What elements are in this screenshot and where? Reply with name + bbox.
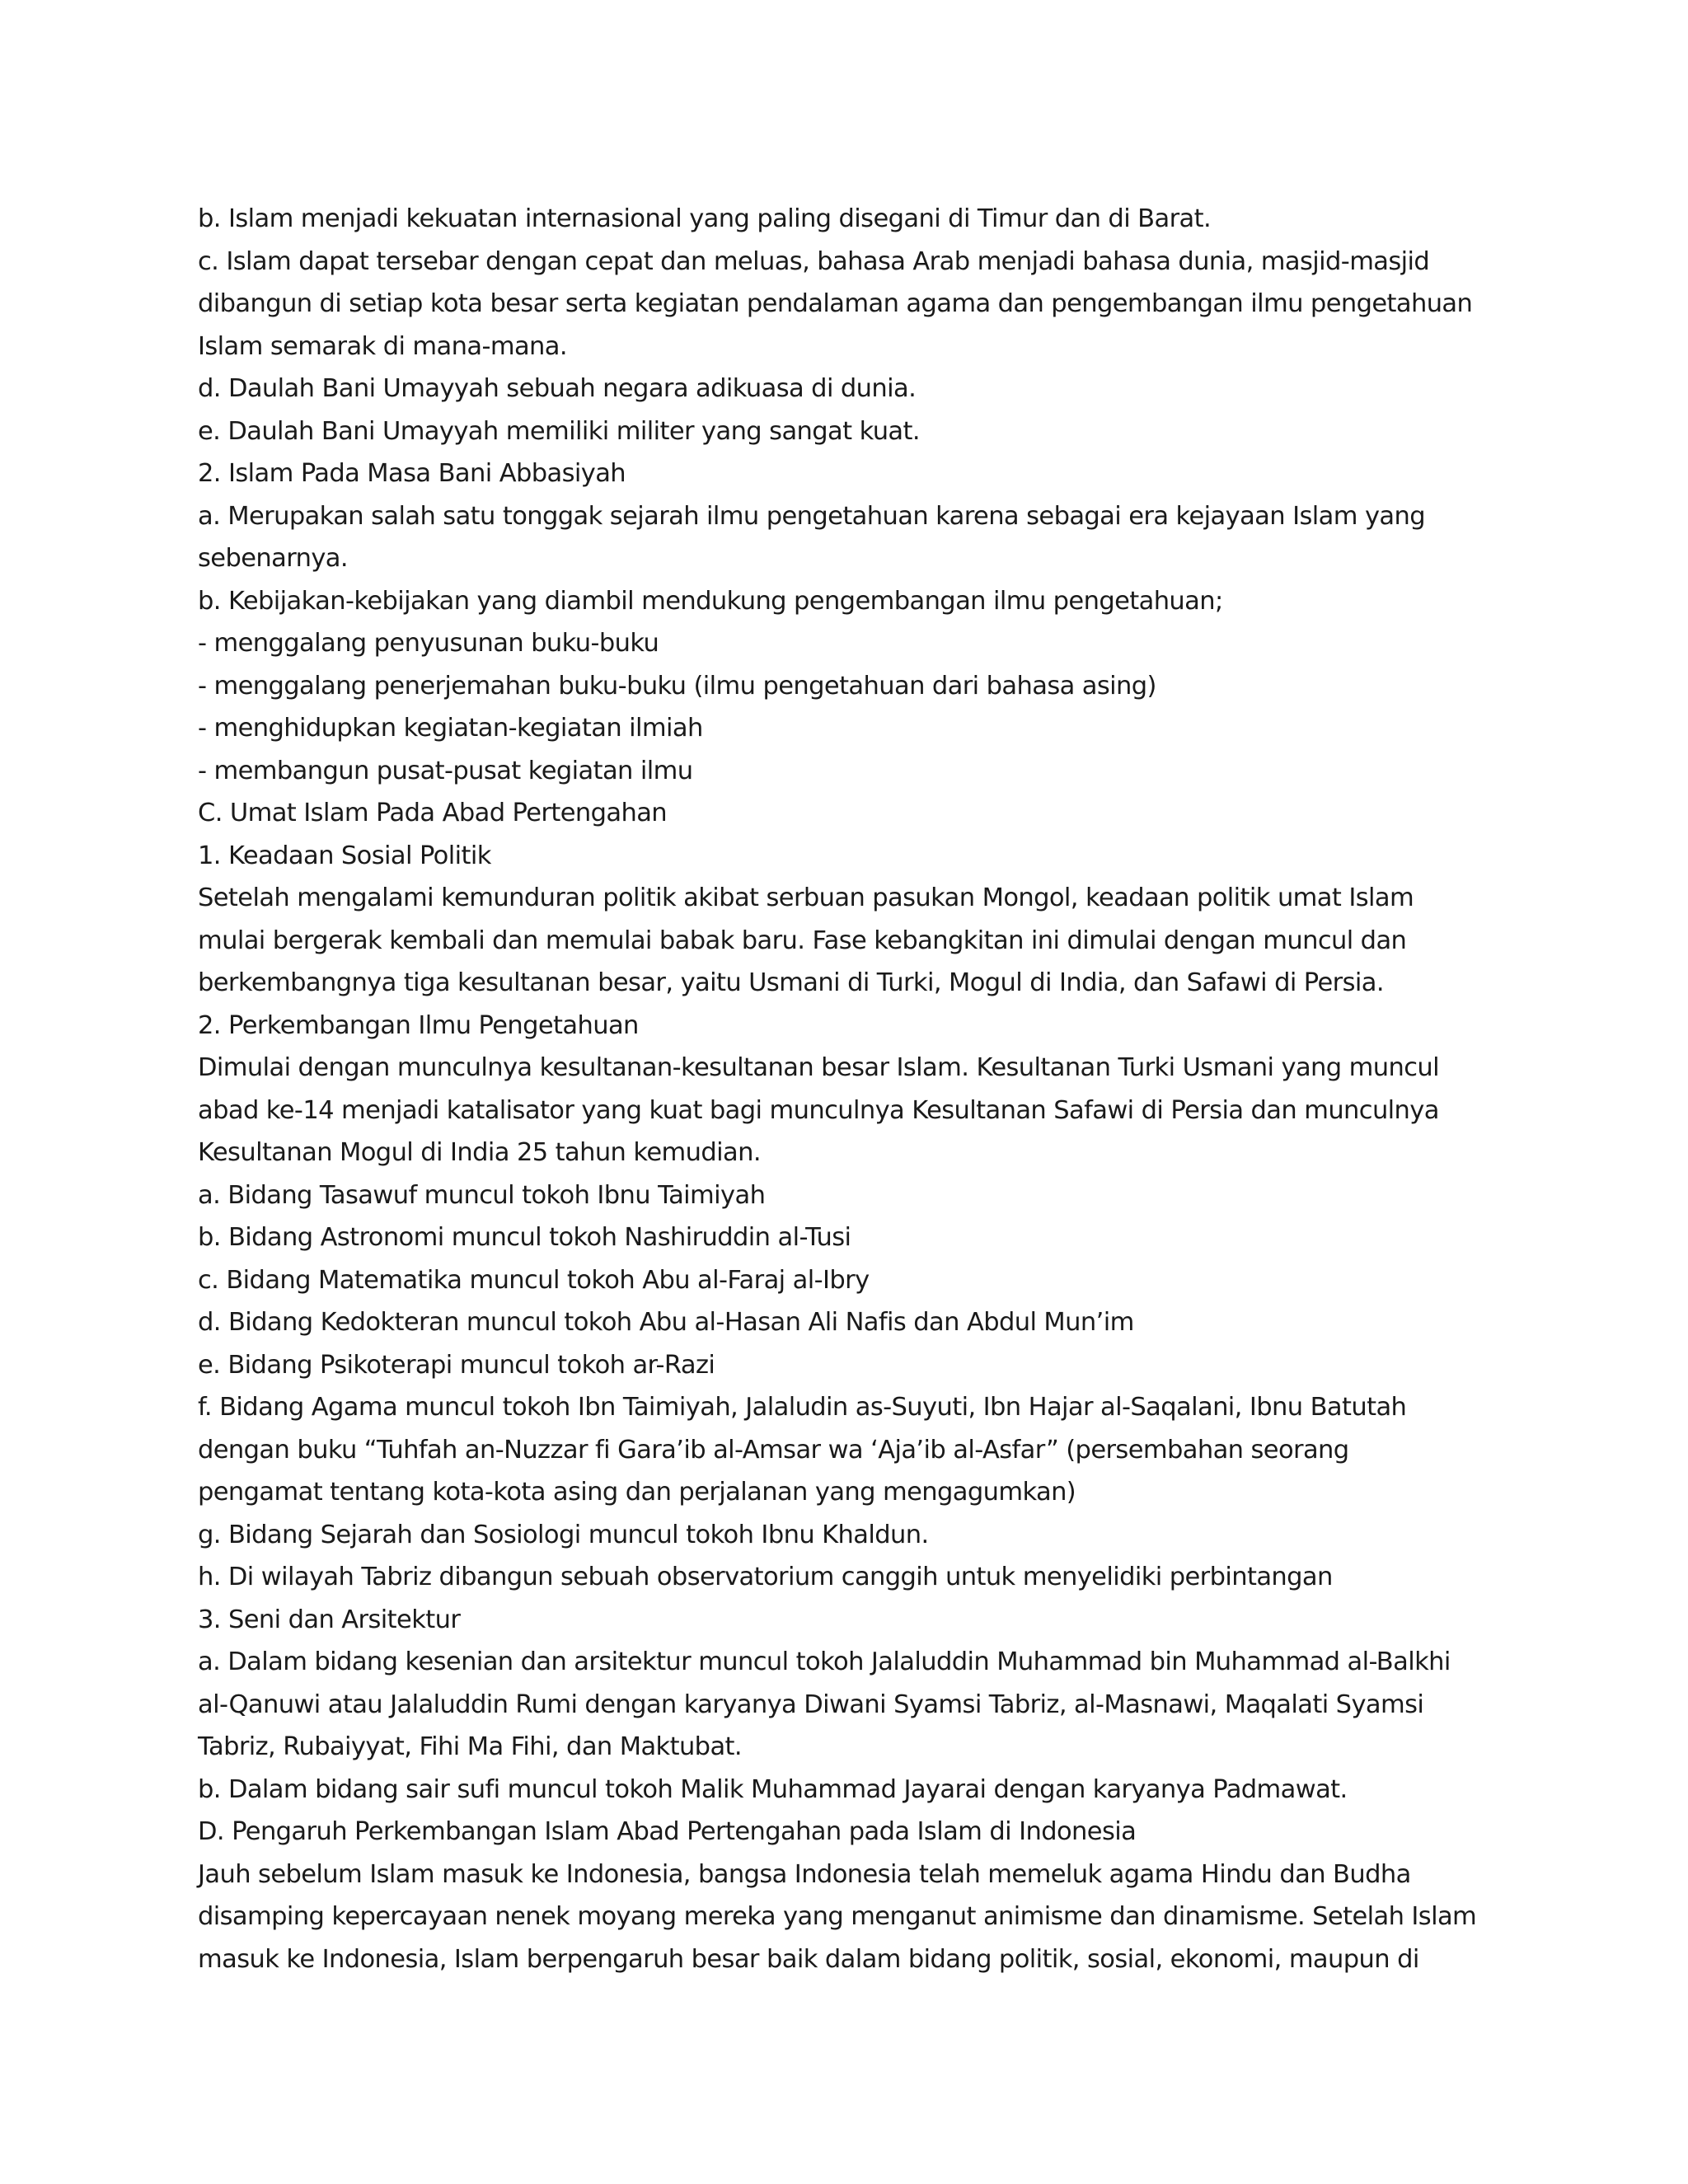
section-heading: 2. Perkembangan Ilmu Pengetahuan [198, 1010, 639, 1040]
text-line: masuk ke Indonesia, Islam berpengaruh besar baik dalam bidang politik, sosial, ekonomi, maupun di [198, 1944, 1419, 1974]
list-item: h. Di wilayah Tabriz dibangun sebuah observatorium canggih untuk menyelidiki perbintangan [198, 1563, 1333, 1591]
text-line: sebenarnya. [198, 544, 348, 573]
list-item: d. Bidang Kedokteran muncul tokoh Abu al-Hasan Ali Nafis dan Abdul Mun’im [198, 1308, 1134, 1337]
text-line: al-Qanuwi atau Jalaluddin Rumi dengan karyanya Diwani Syamsi Tabriz, al-Masnawi, Maqalati Syamsi [198, 1690, 1424, 1719]
list-item: a. Bidang Tasawuf muncul tokoh Ibnu Taimiyah [198, 1180, 766, 1210]
list-item: g. Bidang Sejarah dan Sosiologi muncul tokoh Ibnu Khaldun. [198, 1520, 929, 1549]
section-heading: 3. Seni dan Arsitektur [198, 1605, 461, 1634]
list-item: - membangun pusat-pusat kegiatan ilmu [198, 756, 693, 785]
text-line: pengamat tentang kota-kota asing dan perjalanan yang mengagumkan) [198, 1478, 1076, 1507]
text-line: Kesultanan Mogul di India 25 tahun kemudian. [198, 1138, 761, 1167]
text-line: abad ke-14 menjadi katalisator yang kuat bagi munculnya Kesultanan Safawi di Persia dan munculnya [198, 1095, 1439, 1125]
text-line: Setelah mengalami kemunduran politik akibat serbuan pasukan Mongol, keadaan politik umat Islam [198, 883, 1414, 912]
text-line: dibangun di setiap kota besar serta kegiatan pendalaman agama dan pengembangan ilmu pengetahuan [198, 289, 1473, 318]
list-item: - menggalang penerjemahan buku-buku (ilmu pengetahuan dari bahasa asing) [198, 671, 1156, 701]
text-line: Jauh sebelum Islam masuk ke Indonesia, bangsa Indonesia telah memeluk agama Hindu dan Budha [198, 1859, 1411, 1889]
list-item: - menggalang penyusunan buku-buku [198, 629, 659, 658]
text-line: berkembangnya tiga kesultanan besar, yaitu Usmani di Turki, Mogul di India, dan Safawi di Persia. [198, 968, 1384, 997]
section-heading: D. Pengaruh Perkembangan Islam Abad Pertengahan pada Islam di Indonesia [198, 1817, 1137, 1846]
list-item: f. Bidang Agama muncul tokoh Ibn Taimiyah, Jalaludin as-Suyuti, Ibn Hajar al-Saqalani, Ibnu Batutah [198, 1393, 1407, 1422]
text-line: b. Kebijakan-kebijakan yang diambil mendukung pengembangan ilmu pengetahuan; [198, 586, 1223, 616]
list-item: a. Dalam bidang kesenian dan arsitektur muncul tokoh Jalaluddin Muhammad bin Muhammad al-Balkhi [198, 1647, 1451, 1676]
text-line: e. Daulah Bani Umayyah memiliki militer yang sangat kuat. [198, 416, 920, 446]
text-line: Islam semarak di mana-mana. [198, 331, 567, 361]
text-line: disamping kepercayaan nenek moyang mereka yang menganut animisme dan dinamisme. Setelah Islam [198, 1902, 1477, 1931]
section-heading: C. Umat Islam Pada Abad Pertengahan [198, 799, 668, 827]
list-item: c. Bidang Matematika muncul tokoh Abu al-Faraj al-Ibry [198, 1265, 870, 1295]
list-item: e. Bidang Psikoterapi muncul tokoh ar-Razi [198, 1350, 715, 1380]
list-item: - menghidupkan kegiatan-kegiatan ilmiah [198, 714, 703, 743]
text-line: dengan buku “Tuhfah an-Nuzzar fi Gara’ib al-Amsar wa ‘Aja’ib al-Asfar” (persembahan seorang [198, 1435, 1349, 1465]
text-line: Dimulai dengan munculnya kesultanan-kesultanan besar Islam. Kesultanan Turki Usmani yang muncul [198, 1053, 1439, 1082]
text-line: Tabriz, Rubaiyyat, Fihi Ma Fihi, dan Maktubat. [198, 1732, 742, 1761]
list-item: b. Bidang Astronomi muncul tokoh Nashiruddin al-Tusi [198, 1223, 851, 1252]
text-line: b. Islam menjadi kekuatan internasional yang paling disegani di Timur dan di Barat. [198, 204, 1212, 233]
text-line: c. Islam dapat tersebar dengan cepat dan meluas, bahasa Arab menjadi bahasa dunia, masjid-masjid [198, 246, 1430, 276]
text-line: mulai bergerak kembali dan memulai babak baru. Fase kebangkitan ini dimulai dengan muncul dan [198, 926, 1407, 955]
section-heading: 1. Keadaan Sosial Politik [198, 841, 491, 870]
text-line: d. Daulah Bani Umayyah sebuah negara adikuasa di dunia. [198, 374, 917, 403]
list-item: b. Dalam bidang sair sufi muncul tokoh Malik Muhammad Jayarai dengan karyanya Padmawat. [198, 1774, 1348, 1804]
text-line: a. Merupakan salah satu tonggak sejarah ilmu pengetahuan karena sebagai era kejayaan Islam yang [198, 501, 1425, 531]
document-body [198, 198, 1517, 1980]
section-heading: 2. Islam Pada Masa Bani Abbasiyah [198, 459, 626, 488]
